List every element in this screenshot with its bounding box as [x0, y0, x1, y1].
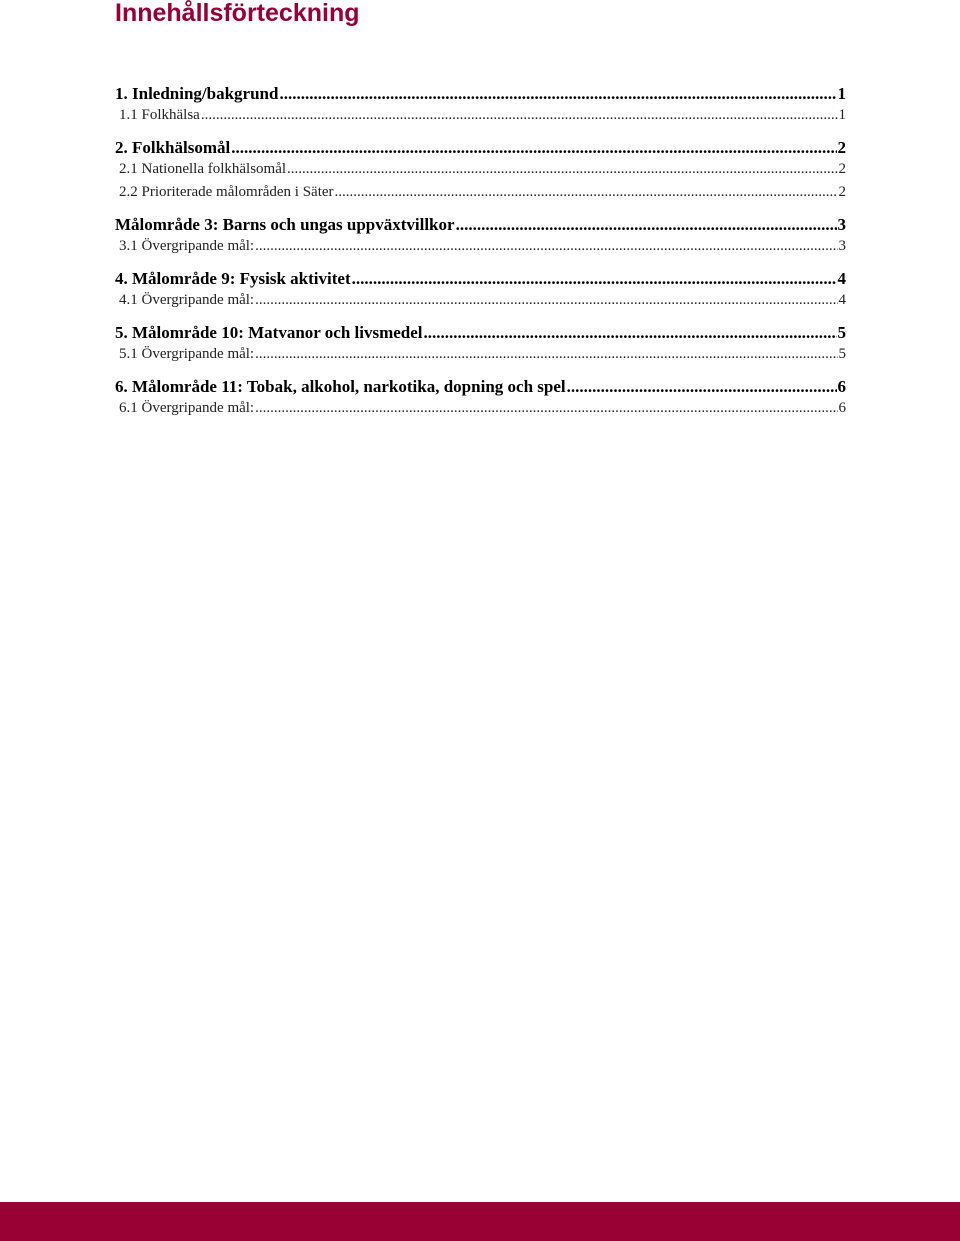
toc-entry-folkhalsomal[interactable]	[115, 138, 846, 161]
toc-entry-text: 3.1 Övergripande mål:	[119, 238, 255, 254]
toc-entry-prioriterade-malomraden[interactable]	[115, 184, 846, 207]
toc-entry-text: Målområde 3: Barns och ungas uppväxtvillkor	[115, 215, 455, 234]
toc-page-number: 5	[837, 323, 846, 342]
toc-leader-dots	[335, 184, 838, 201]
toc-page-number: 4	[837, 269, 846, 288]
toc-entry-overgripande-mal-4[interactable]	[115, 292, 846, 315]
toc-leader-dots	[201, 107, 838, 124]
toc-leader-dots	[279, 84, 836, 104]
toc-entry-text: 4.1 Övergripande mål:	[119, 292, 255, 308]
toc-page-number: 3	[838, 238, 846, 254]
toc-page-number: 6	[838, 400, 846, 416]
toc-entry-text: 2.2 Prioriterade målområden i Säter	[119, 184, 334, 200]
toc-entry-inledning[interactable]	[115, 84, 846, 107]
toc-entry-overgripande-mal-3[interactable]	[115, 238, 846, 261]
toc-page-number: 5	[838, 346, 846, 362]
toc-leader-dots	[231, 138, 836, 158]
toc-leader-dots	[255, 400, 837, 417]
toc-entry-folkhalsa[interactable]	[115, 107, 846, 130]
toc-entry-text: 6. Målområde 11: Tobak, alkohol, narkotika, dopning och spel	[115, 377, 566, 396]
toc-page-number: 2	[838, 184, 846, 200]
table-of-contents	[115, 84, 846, 423]
toc-leader-dots	[456, 215, 837, 235]
toc-entry-nationella-folkhalsomal[interactable]	[115, 161, 846, 184]
toc-entry-text: 5.1 Övergripande mål:	[119, 346, 255, 362]
toc-page-number: 2	[837, 138, 846, 157]
toc-entry-overgripande-mal-6[interactable]	[115, 400, 846, 423]
toc-entry-text: 4. Målområde 9: Fysisk aktivitet	[115, 269, 351, 288]
toc-leader-dots	[255, 292, 837, 309]
toc-entry-text: 1. Inledning/bakgrund	[115, 84, 279, 103]
toc-leader-dots	[567, 377, 837, 397]
footer-bar	[0, 1202, 960, 1241]
toc-page-number: 2	[838, 161, 846, 177]
toc-entry-text: 2. Folkhälsomål	[115, 138, 231, 157]
toc-entry-text: 6.1 Övergripande mål:	[119, 400, 255, 416]
toc-entry-malomrade-10[interactable]	[115, 323, 846, 346]
toc-page-number: 1	[838, 107, 846, 123]
toc-page-number: 3	[837, 215, 846, 234]
toc-entry-text: 5. Målområde 10: Matvanor och livsmedel	[115, 323, 423, 342]
toc-entry-text: 2.1 Nationella folkhälsomål	[119, 161, 287, 177]
toc-page-number: 4	[838, 292, 846, 308]
toc-page-number: 6	[837, 377, 846, 396]
toc-leader-dots	[424, 323, 837, 343]
toc-entry-overgripande-mal-5[interactable]	[115, 346, 846, 369]
toc-entry-malomrade-3[interactable]	[115, 215, 846, 238]
toc-leader-dots	[352, 269, 837, 289]
toc-page-number: 1	[837, 84, 846, 103]
toc-entry-text: 1.1 Folkhälsa	[119, 107, 200, 123]
toc-leader-dots	[255, 346, 837, 363]
toc-entry-malomrade-11[interactable]	[115, 377, 846, 400]
toc-leader-dots	[255, 238, 837, 255]
toc-leader-dots	[287, 161, 837, 178]
page-title: Innehållsförteckning	[115, 0, 360, 27]
toc-entry-malomrade-9[interactable]	[115, 269, 846, 292]
